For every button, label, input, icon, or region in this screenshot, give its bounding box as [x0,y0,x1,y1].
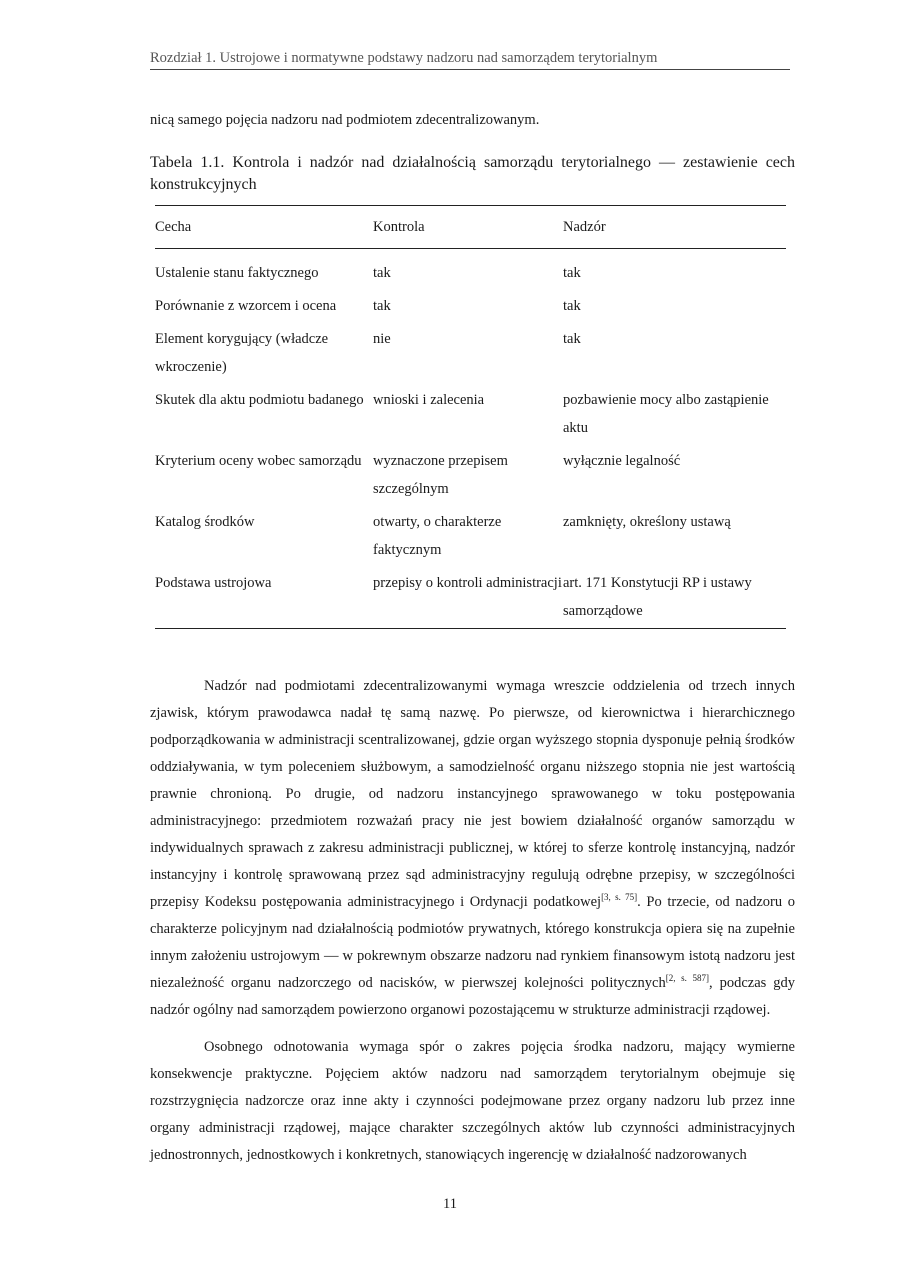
table-cell: pozbawienie mocy albo zastąpienie aktu [563,392,769,436]
table-cell: Ustalenie stanu faktycznego [155,265,319,281]
continued-paragraph-line: nicą samego pojęcia nadzoru nad podmiotem zdecentralizowanym. [150,112,540,128]
paragraph-text: , podczas gdy nadzór ogólny nad samorządem powierzono organowi pozostającemu w strukturze administracji rządowej. [150,975,796,1018]
table-cell: otwarty, o charakterze faktycznym [373,514,502,558]
running-header: Rozdział 1. Ustrojowe i normatywne podstawy nadzoru nad samorządem terytorialnym [150,50,790,70]
table-cell: Podstawa ustrojowa [155,575,272,591]
table-row [155,569,786,629]
table-cell: tak [373,298,391,314]
page-number: 11 [443,1196,457,1212]
table-cell: nie [373,331,391,347]
table-cell: Element korygujący (władcze wkroczenie) [155,331,329,375]
table-cell: przepisy o kontroli administracji [373,575,562,591]
column-header-supervision: Nadzór [563,219,606,235]
citation-reference: [2, s. 587] [665,973,709,983]
paragraph-text: Osobnego odnotowania wymaga spór o zakres pojęcia środka nadzoru, mający wymierne konsekwencje praktyczne. Pojęciem aktów nadzoru nad samorządem terytorialnym obejmuje się rozstrzygnięcia nadzorcze oraz inne akty i czynności podejmowane przez organy nadzoru lub przez inne organy administracji rządowej, mające charakter szczególnych aktów lub czynności administracyjnych jednostronnych, jednostkowych i konkretnych, stanowiących ingerencję w działalność nadzorowanych [150,1039,795,1163]
table-header [155,206,786,249]
table-cell: wnioski i zalecenia [373,392,485,408]
table-cell: Porównanie z wzorcem i ocena [155,298,337,314]
paragraph [150,673,795,1024]
table-row [155,249,786,293]
table-row [155,292,786,325]
citation-reference: [3, s. 75] [601,892,638,902]
table-row [155,325,786,386]
paragraph-text: . Po trzecie, od nadzoru o charakterze policyjnym nad działalnością podmiotów prywatnych, którego konstrukcja opiera się na zupełnie innym założeniu ustrojowym — w pokrewnym obszarze nadzoru nad rynkiem finansowym istotą nadzoru jest niezależność organu nadzorczego od nacisków, w pierwszej kolejności politycznych [150,894,795,991]
paragraph-text: Nadzór nad podmiotami zdecentralizowanymi wymaga wreszcie oddzielenia od trzech innych zjawisk, którym prawodawca nadał tę samą nazwę. Po pierwsze, od kierownictwa i hierarchicznego podporządkowania w administracji scentralizowanej, gdzie organ wyższego stopnia dysponuje pełnią środków oddziaływania, w tym poleceniem służbowym, a samodzielność organu niższego stopnia nie jest wartością prawnie chronioną. Po drugie, od nadzoru instancyjnego sprawowanego w toku postępowania administracyjnego: przedmiotem rozważań pracy nie jest bowiem działalność organów samorządu w indywidualnych sprawach z zakresu administracji publicznej, w której to sferze kontrolę instancyjną, nadzór instancyjny i kontrolę sprawowaną przez sąd administracyjny regulują odrębne przepisy, w szczególności przepisy Kodeksu postępowania administracyjnego i Ordynacji podatkowej [150,678,795,910]
table-body [155,249,786,629]
table-cell: Katalog środków [155,514,255,530]
table-cell: tak [563,298,581,314]
table-header-row [155,206,786,249]
table-cell: Kryterium oceny wobec samorządu [155,453,362,469]
column-header-control: Kontrola [373,219,425,235]
table-cell: wyłącznie legalność [563,453,681,469]
column-header-feature: Cecha [155,219,192,235]
table-caption: Tabela 1.1. Kontrola i nadzór nad działalnością samorządu terytorialnego — zestawienie cech konstrukcyjnych [150,154,795,193]
table-cell: Skutek dla aktu podmiotu badanego [155,392,364,408]
table-cell: art. 171 Konstytucji RP i ustawy samorządowe [563,575,752,619]
table-row [155,386,786,447]
paragraph [150,1034,795,1169]
table-cell: zamknięty, określony ustawą [563,514,731,530]
table-row [155,447,786,508]
table-row [155,508,786,569]
table-cell: tak [373,265,391,281]
comparison-table [155,205,786,629]
table-cell: wyznaczone przepisem szczególnym [373,453,508,497]
body-text [150,673,795,1179]
table-cell: tak [563,265,581,281]
table-cell: tak [563,331,581,347]
